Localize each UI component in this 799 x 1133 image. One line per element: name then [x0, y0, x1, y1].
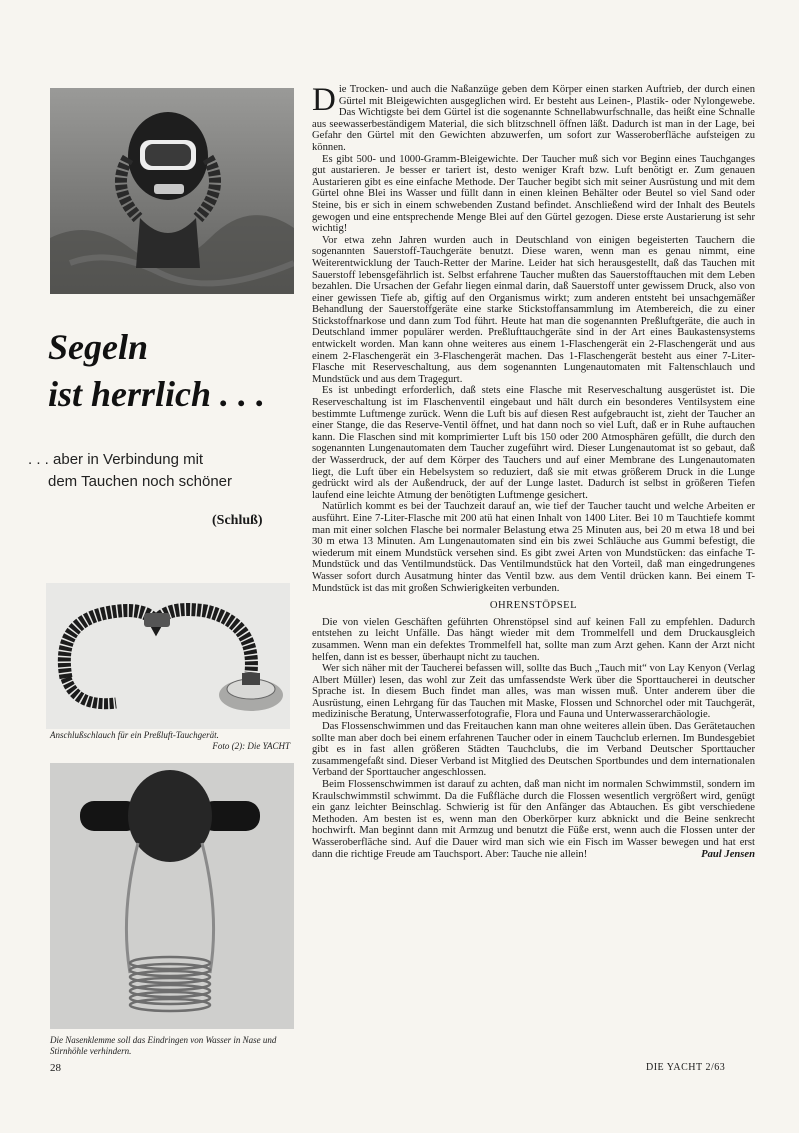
article-paragraph: Natürlich kommt es bei der Tauchzeit darauf an, wie tief der Taucher taucht und welche Arbeiten er ausführt. Eine 7-Liter-Flasche mit 200 atü hat einen Inhalt von 1400 Liter. Bei 10 m Tauchtiefe kommt man mit einer solchen Flasche bei normaler Belastung etwa 25 Minuten aus, bei 20 m etwa 18 und bei 30 m etwa 13 Minuten. Am Lungenautomaten sind ein bis zwei Schläuche aus Gummi befestigt, die wiederum mit einem Mundstück versehen sind. Es gibt zwei Arten von Mundstücken: das einfache T-Mundstück und das Ventilmundstück. Das Ventilmundstück hat den Vorteil, daß man eingedrungenes Wasser sofort durch Ausatmung hinter das Ventil bzw. aus dem Ventil drücken kann. Bei einem T-Mundstück ist das mit großen Schwierigkeiten verbunden. — [312, 501, 755, 594]
article-paragraph: Die von vielen Geschäften geführten Ohrenstöpsel sind auf keinen Fall zu empfehlen. Dadurch entstehen zu leicht Unfälle. Das hängt wieder mit dem Trommelfell und dem Druckausgleich zusammen. Wenn man ein defektes Trommelfell hat, sollte man zum Arzt gehen. Kann der Arzt nicht helfen, dann ist es besser, überhaupt nicht zu tauchen. — [312, 616, 755, 663]
diver-photo — [50, 88, 294, 294]
drop-cap: D — [312, 82, 336, 118]
article-body — [312, 84, 755, 860]
headline-line-1: Segeln — [48, 327, 149, 367]
diver-illustration — [50, 88, 294, 294]
nose-clip-caption: Die Nasenklemme soll das Eindringen von Wasser in Nase und Stirnhöhle verhindern. — [50, 1035, 277, 1056]
conclusion-marker: (Schluß) — [212, 513, 263, 528]
article-paragraph: Wer sich näher mit der Taucherei befassen will, sollte das Buch „Tauch mit“ von Lay Kenyon (Verlag Albert Müller) lesen, das wohl zur Zeit das umfassendste Werk über die Sporttaucherei in deutscher Sprache ist. In diesem Buch findet man alles, was man wissen muß. Unter anderem über die Ausrüstung, einen Lehrgang für das Tauchen mit Maske, Flossen und Schnorchel oder mit Tauchgerät, medizinische Beratung, Unterwasserfotografie, Flora und Fauna und Unterwasserarchäologie. — [312, 663, 755, 721]
photo-credit: Foto (2): Die YACHT — [212, 741, 290, 751]
headline-line-2: ist herrlich . . . — [48, 374, 266, 414]
article-paragraph: Es ist unbedingt erforderlich, daß stets eine Flasche mit Reserveschaltung ausgerüstet ist. Die Reserveschaltung ist im Flaschenventil eingebaut und hält durch ein besonderes Ventilsystem eine bestimmte Luftmenge zurück. Wenn die Luft bis auf diesen Rest aufgebraucht ist, zieht der Taucher an einer Stange, die das Reserve-Ventil öffnet, und hat dann noch so viel Luft, daß er in Ruhe auftauchen kann. Die Flaschen sind mit komprimierter Luft bis 150 oder 200 Atmosphären gefüllt, die durch den sogenannten Lungenautomaten dem Taucher zugeführt wird. Dieser Lungenautomat ist so gebaut, daß der Wasserdruck, der auf dem Körper des Tauchers und auf einer Membrane des Lungenautomaten liegt, die Luft über ein Hebelsystem so reduziert, daß sie mit etwas größerem Druck in die Lunge gedrückt wird als der Außendruck, der auf der Lunge lastet. Dadurch ist selbst in größeren Tiefen laufend eine leichte Atmung der benötigten Luftmenge gesichert. — [312, 385, 755, 501]
hose-photo — [46, 583, 290, 729]
article-paragraph: Das Flossenschwimmen und das Freitauchen kann man ohne weiteres allein üben. Das Gerätetauchen sollte man aber doch bei einem erfahrenen Taucher oder in einem Tauchclub erlernen. Im Bundesgebiet gibt es in fast allen größeren Städten Tauchclubs, die im Verband Deutscher Sporttaucher zusammengefaßt sind. Dieser Verband ist Mitglied des Deutschen Sportbundes und dem internationalen Verband der Sporttaucher angeschlossen. — [312, 721, 755, 779]
nose-clip-photo — [50, 763, 294, 1029]
subheadline-line-1: . . . aber in Verbindung mit — [28, 451, 204, 468]
page-number: 28 — [50, 1062, 61, 1074]
article-paragraph: Es gibt 500- und 1000-Gramm-Bleigewichte. Der Taucher muß sich vor Beginn eines Tauchganges gut austarieren. Je besser er tariert ist, desto weniger Kraft bzw. Luft benötigt er. Zum genauen Austarieren gibt es eine einfache Methode. Der Taucher begibt sich mit seiner Ausrüstung und mit dem Gürtel ohne Blei ins Wasser und füllt dann in einen kleinen Behälter oder Beutel so viel Sand oder Steine, bis er sich in einem schwebenden Zustand befindet. Anschließend wird der Inhalt des Beutels gewogen und eine entsprechende Menge Blei auf den Gürtel gezogen. Diese erste Austarierung ist sehr wichtig! — [312, 153, 755, 235]
subheadline-line-2: dem Tauchen noch schöner — [48, 473, 233, 490]
article-paragraph: Beim Flossenschwimmen ist darauf zu achten, daß man nicht im normalen Schwimmstil, sondern im Kraulschwimmstil schwimmt. Da die Fußfläche durch die Flossen wesentlich vergrößert wird, genügt ein ganz leichter Beinschlag. Schwierig ist für den Anfänger das Abtauchen. Es gibt verschiedene Methoden. Am besten ist es, wenn man den Oberkörper kurz abknickt und die Beine senkrecht hochwirft. Man beginnt dann mit Armzug und benutzt die Füße erst, wenn auch die Flossen unter der Wasseroberfläche sind. Auf die Dauer wird man sich wie ein Fisch im Wasser bewegen und hat erst dann die richtige Freude am Tauchsport. Aber: Tauche nie allein! — [312, 779, 755, 860]
section-heading: OHRENSTÖPSEL — [489, 600, 578, 612]
nose-clip-illustration — [50, 763, 294, 1029]
hose-caption-text: Anschlußschlauch für ein Preßluft-Tauchgerät. — [50, 730, 219, 740]
article-paragraph: Die Trocken- und auch die Naßanzüge geben dem Körper einen starken Auftrieb, der durch einen Gürtel mit Bleigewichten ausgeglichen wird. Er besteht aus Leinen-, Plastik- oder Nylongewebe. Das Wichtigste bei dem Gürtel ist die sogenannte Schnellabwurfschnalle, das heißt eine Schnalle aus seewasserbeständigem Material, die sich blitzschnell öffnen läßt. Dadurch ist man in der Lage, bei Gefahr den Gürtel mit den Gewichten abzuwerfen, um sofort zur Wasseroberfläche aufsteigen zu können. — [312, 82, 755, 153]
hose-illustration — [46, 583, 290, 729]
hose-caption — [50, 730, 290, 752]
article-paragraph: Vor etwa zehn Jahren wurden auch in Deutschland von einigen begeisterten Tauchern die sogenannten Sauerstoff-Tauchgeräte benutzt. Diese waren, wenn man es genau nimmt, eine Weiterentwicklung der Tauch-Retter der Marine. Leider hat sich herausgestellt, daß das Tauchen mit Sauerstoff lebensgefährlich ist. Selbst erfahrene Taucher mußten das Sauerstofftauchen mit dem Leben bezahlen. Die Ursachen der Gefahr liegen einmal darin, daß Sauerstoff unter gewissem Druck, also von einer gewissen Tiefe ab, giftig auf den Organismus wirkt; zum anderen entsteht bei unsachgemäßer Behandlung der Sauerstoffgeräte eine starke Stickstoffansammlung im Atembereich, die zu einer Stickstoffnarkose und dann zum Tod führt. Heute hat man die sogenannten Preßluftgeräte, die auch in Deutschland immer populärer werden. Preßlufttauchgeräte sind in der Art eines Baukastensystems entwickelt worden. Man kann ohne weiteres aus einem 1-Flaschengerät ein 2-Flaschengerät und aus einem 2-Flaschengerät ein 3-Flaschengerät machen. Das 1-Flaschengerät besteht aus einer 7-Liter-Flasche mit Reserveschaltung, aus dem sogenannten Lungenautomaten mit Faltenschlauch und Mundstück und aus dem Tragegurt. — [312, 234, 755, 385]
author-name: Paul Jensen — [701, 848, 755, 860]
magazine-issue: DIE YACHT 2/63 — [646, 1062, 726, 1073]
